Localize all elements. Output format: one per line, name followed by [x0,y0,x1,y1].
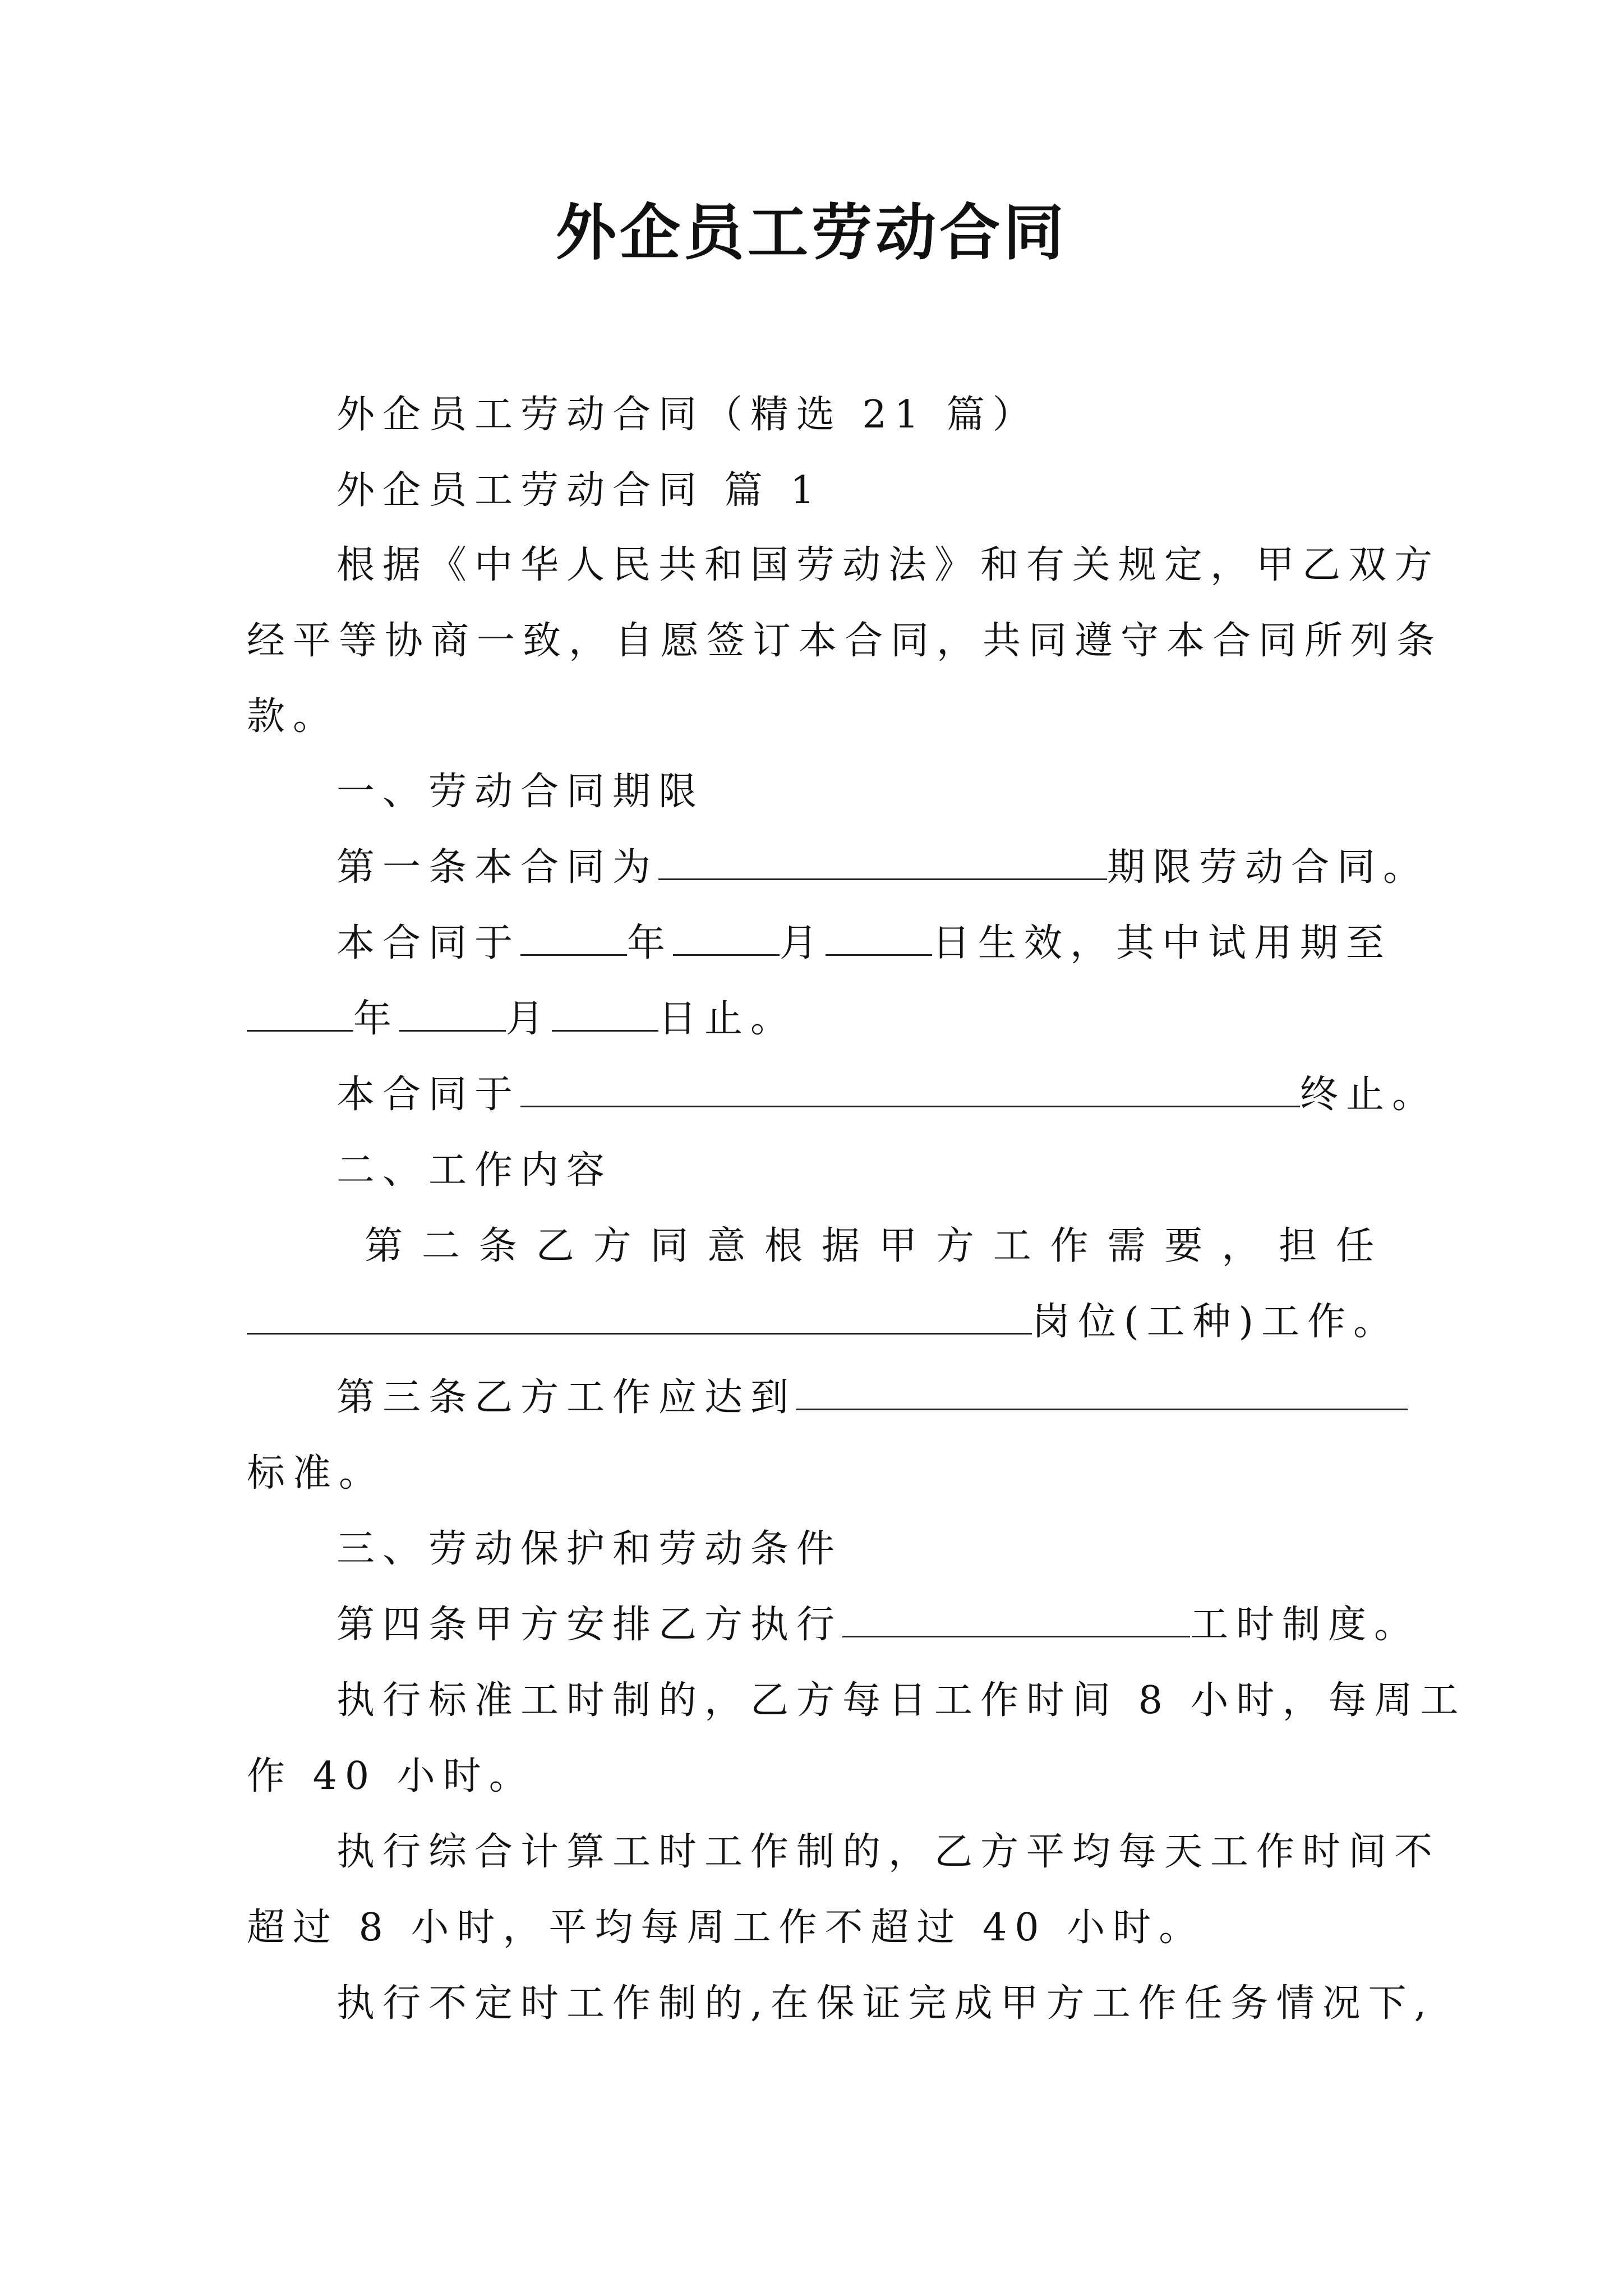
article-1 [336,840,1486,896]
article-4-label: 第四条甲方安排乙方执行 [336,1603,843,1647]
article-1-text-end: 期限劳动合同。 [1107,845,1430,890]
probation-year-blank[interactable] [247,992,353,1032]
article-3-line-2: 标准。 [247,1451,385,1496]
effective-day-blank[interactable] [826,916,932,956]
part-title: 外企员工劳动合同 篇 1 [336,468,823,513]
standard-hours-line-2: 作 40 小时。 [247,1754,535,1798]
probation-end-line [247,991,1396,1047]
article-4 [336,1597,1486,1653]
year-label: 年 [627,921,674,965]
termination-line [336,1067,1486,1123]
preamble-line-2: 经平等协商一致，自愿签订本合同，共同遵守本合同所列条 [247,619,1443,663]
standard-blank[interactable] [796,1370,1408,1410]
flexible-hours-line-1: 执行不定时工作制的,在保证完成甲方工作任务情况下, [336,1981,1435,2026]
termination-end-label: 终止。 [1300,1073,1438,1117]
probation-month-blank[interactable] [399,992,506,1032]
standard-hours-line-1: 执行标准工时制的，乙方每日工作时间 8 小时，每周工 [336,1678,1467,1723]
preamble-line-1: 根据《中华人民共和国劳动法》和有关规定，甲乙双方 [336,543,1441,587]
preamble-line-3: 款。 [247,694,339,739]
year-label: 年 [353,997,400,1041]
effective-month-blank[interactable] [673,916,780,956]
effective-date-line [336,915,1486,972]
termination-blank[interactable] [520,1068,1300,1107]
month-label: 月 [780,921,826,965]
probation-label: 日生效，其中试用期至 [932,921,1393,965]
article-2-line-1: 第二条乙方同意根据甲方工作需要，担任 [365,1224,1374,1268]
month-label: 月 [506,997,552,1041]
document-title: 外企员工劳动合同 [555,197,1067,268]
termination-label: 本合同于 [336,1073,521,1117]
position-blank[interactable] [247,1295,1032,1335]
comprehensive-hours-line-2: 超过 8 小时，平均每周工作不超过 40 小时。 [247,1906,1205,1950]
probation-day-blank[interactable] [552,992,658,1032]
effective-year-blank[interactable] [520,916,627,956]
article-3-label: 第三条乙方工作应达到 [336,1375,797,1420]
section-1-heading: 一、劳动合同期限 [336,770,705,814]
section-2-heading: 二、工作内容 [336,1148,613,1193]
probation-end-label: 日止。 [658,997,797,1041]
contract-type-blank[interactable] [658,840,1107,880]
article-2-line-2 [247,1294,1400,1350]
article-3-line-1 [336,1370,1486,1426]
working-hours-blank[interactable] [842,1598,1190,1637]
section-3-heading: 三、劳动保护和劳动条件 [336,1527,843,1571]
working-hours-label: 工时制度。 [1190,1603,1421,1647]
collection-title: 外企员工劳动合同（精选 21 篇） [336,393,1039,437]
comprehensive-hours-line-1: 执行综合计算工时工作制的，乙方平均每天工作时间不 [336,1830,1441,1874]
position-label: 岗位(工种)工作。 [1032,1300,1400,1344]
article-1-text: 第一条本合同为 [336,845,659,890]
effective-label: 本合同于 [336,921,521,965]
